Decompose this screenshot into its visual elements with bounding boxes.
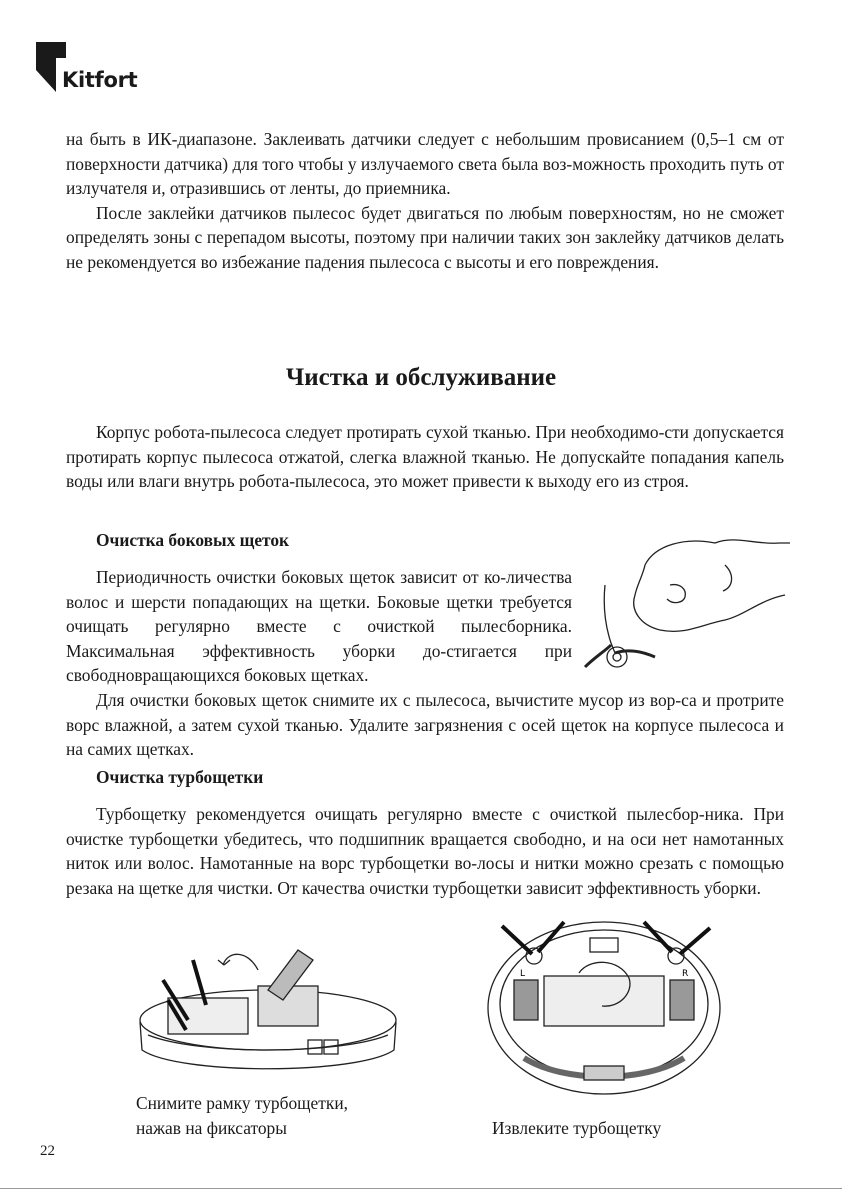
page-number: 22 <box>40 1143 55 1159</box>
turbo-brush-text <box>66 802 784 900</box>
continuation-block <box>66 127 784 275</box>
continuation-paragraph-1: на быть в ИК-диапазоне. Заклеивать датчики следует с небольшим провисанием (0,5–1 см от поверхности датчика) для того чтобы у излучаемого света была воз-можность проходить путь от излучателя и, отразившись от ленты, до приемника. <box>66 129 784 199</box>
bottom-edge-line <box>0 1188 842 1189</box>
right-brush-label: R <box>682 969 689 979</box>
side-brushes-heading: Очистка боковых щеток <box>96 530 290 550</box>
left-figure-caption <box>136 1091 348 1140</box>
continuation-paragraph-2: После заклейки датчиков пылесос будет двигаться по любым поверхностям, но не сможет определять зоны с перепадом высоты, поэтому при наличии таких зон заклейку датчиков делать не рекомендуется во избежание падения пылесоса с высоты и его повреждения. <box>66 202 784 272</box>
robot-remove-frame-illustration <box>138 940 418 1080</box>
intro-paragraph: Корпус робота-пылесоса следует протирать сухой тканью. При необходимо-сти допускается протирать корпус пылесоса отжатой, слегка влажной тканью. Не допускайте попадания капель воды или влаги внутрь робота-пылесоса, это может привести к выходу его из строя. <box>66 422 784 492</box>
left-caption-line-1: Снимите рамку турбощетки, <box>136 1093 348 1113</box>
side-brushes-paragraph-2: Для очистки боковых щеток снимите их с пылесоса, вычистите мусор из вор-са и протрите ворс влажной, а затем сухой тканью. Удалите загрязнения с осей щеток на корпусе пылесоса и на самих щетках. <box>66 690 784 760</box>
robot-remove-turbo-brush-illustration <box>484 918 724 1108</box>
side-brushes-text-2 <box>66 688 784 762</box>
intro-block <box>66 420 784 494</box>
section-title: Чистка и обслуживание <box>285 364 557 391</box>
left-brush-label: L <box>520 969 526 979</box>
side-brushes-text <box>66 565 572 688</box>
turbo-brush-paragraph: Турбощетку рекомендуется очищать регулярно вместе с очисткой пылесбор-ника. При очистке турбощетки убедитесь, что подшипник вращается свободно, и на оси нет намотанных ниток или волос. Намотанные на ворс турбощетки во-лосы и нитки можно срезать с помощью резака на щетке для чистки. От качества очистки турбощетки зависит эффективность уборки. <box>66 804 784 898</box>
left-caption-line-2: нажав на фиксаторы <box>136 1117 287 1138</box>
right-figure-caption: Извлеките турбощетку <box>492 1118 662 1138</box>
brand-name: Kitfort <box>62 68 138 92</box>
hand-cleaning-brush-illustration <box>575 525 795 685</box>
side-brushes-paragraph-1: Периодичность очистки боковых щеток зависит от ко-личества волос и шерсти попадающих на щетки. Боковые щетки требуется очищать регулярно вместе с очисткой пылесборника. Максимальная эффективность уборки до-стигается при свободновращающихся боковых щетках. <box>66 567 572 686</box>
turbo-brush-heading: Очистка турбощетки <box>96 767 264 787</box>
